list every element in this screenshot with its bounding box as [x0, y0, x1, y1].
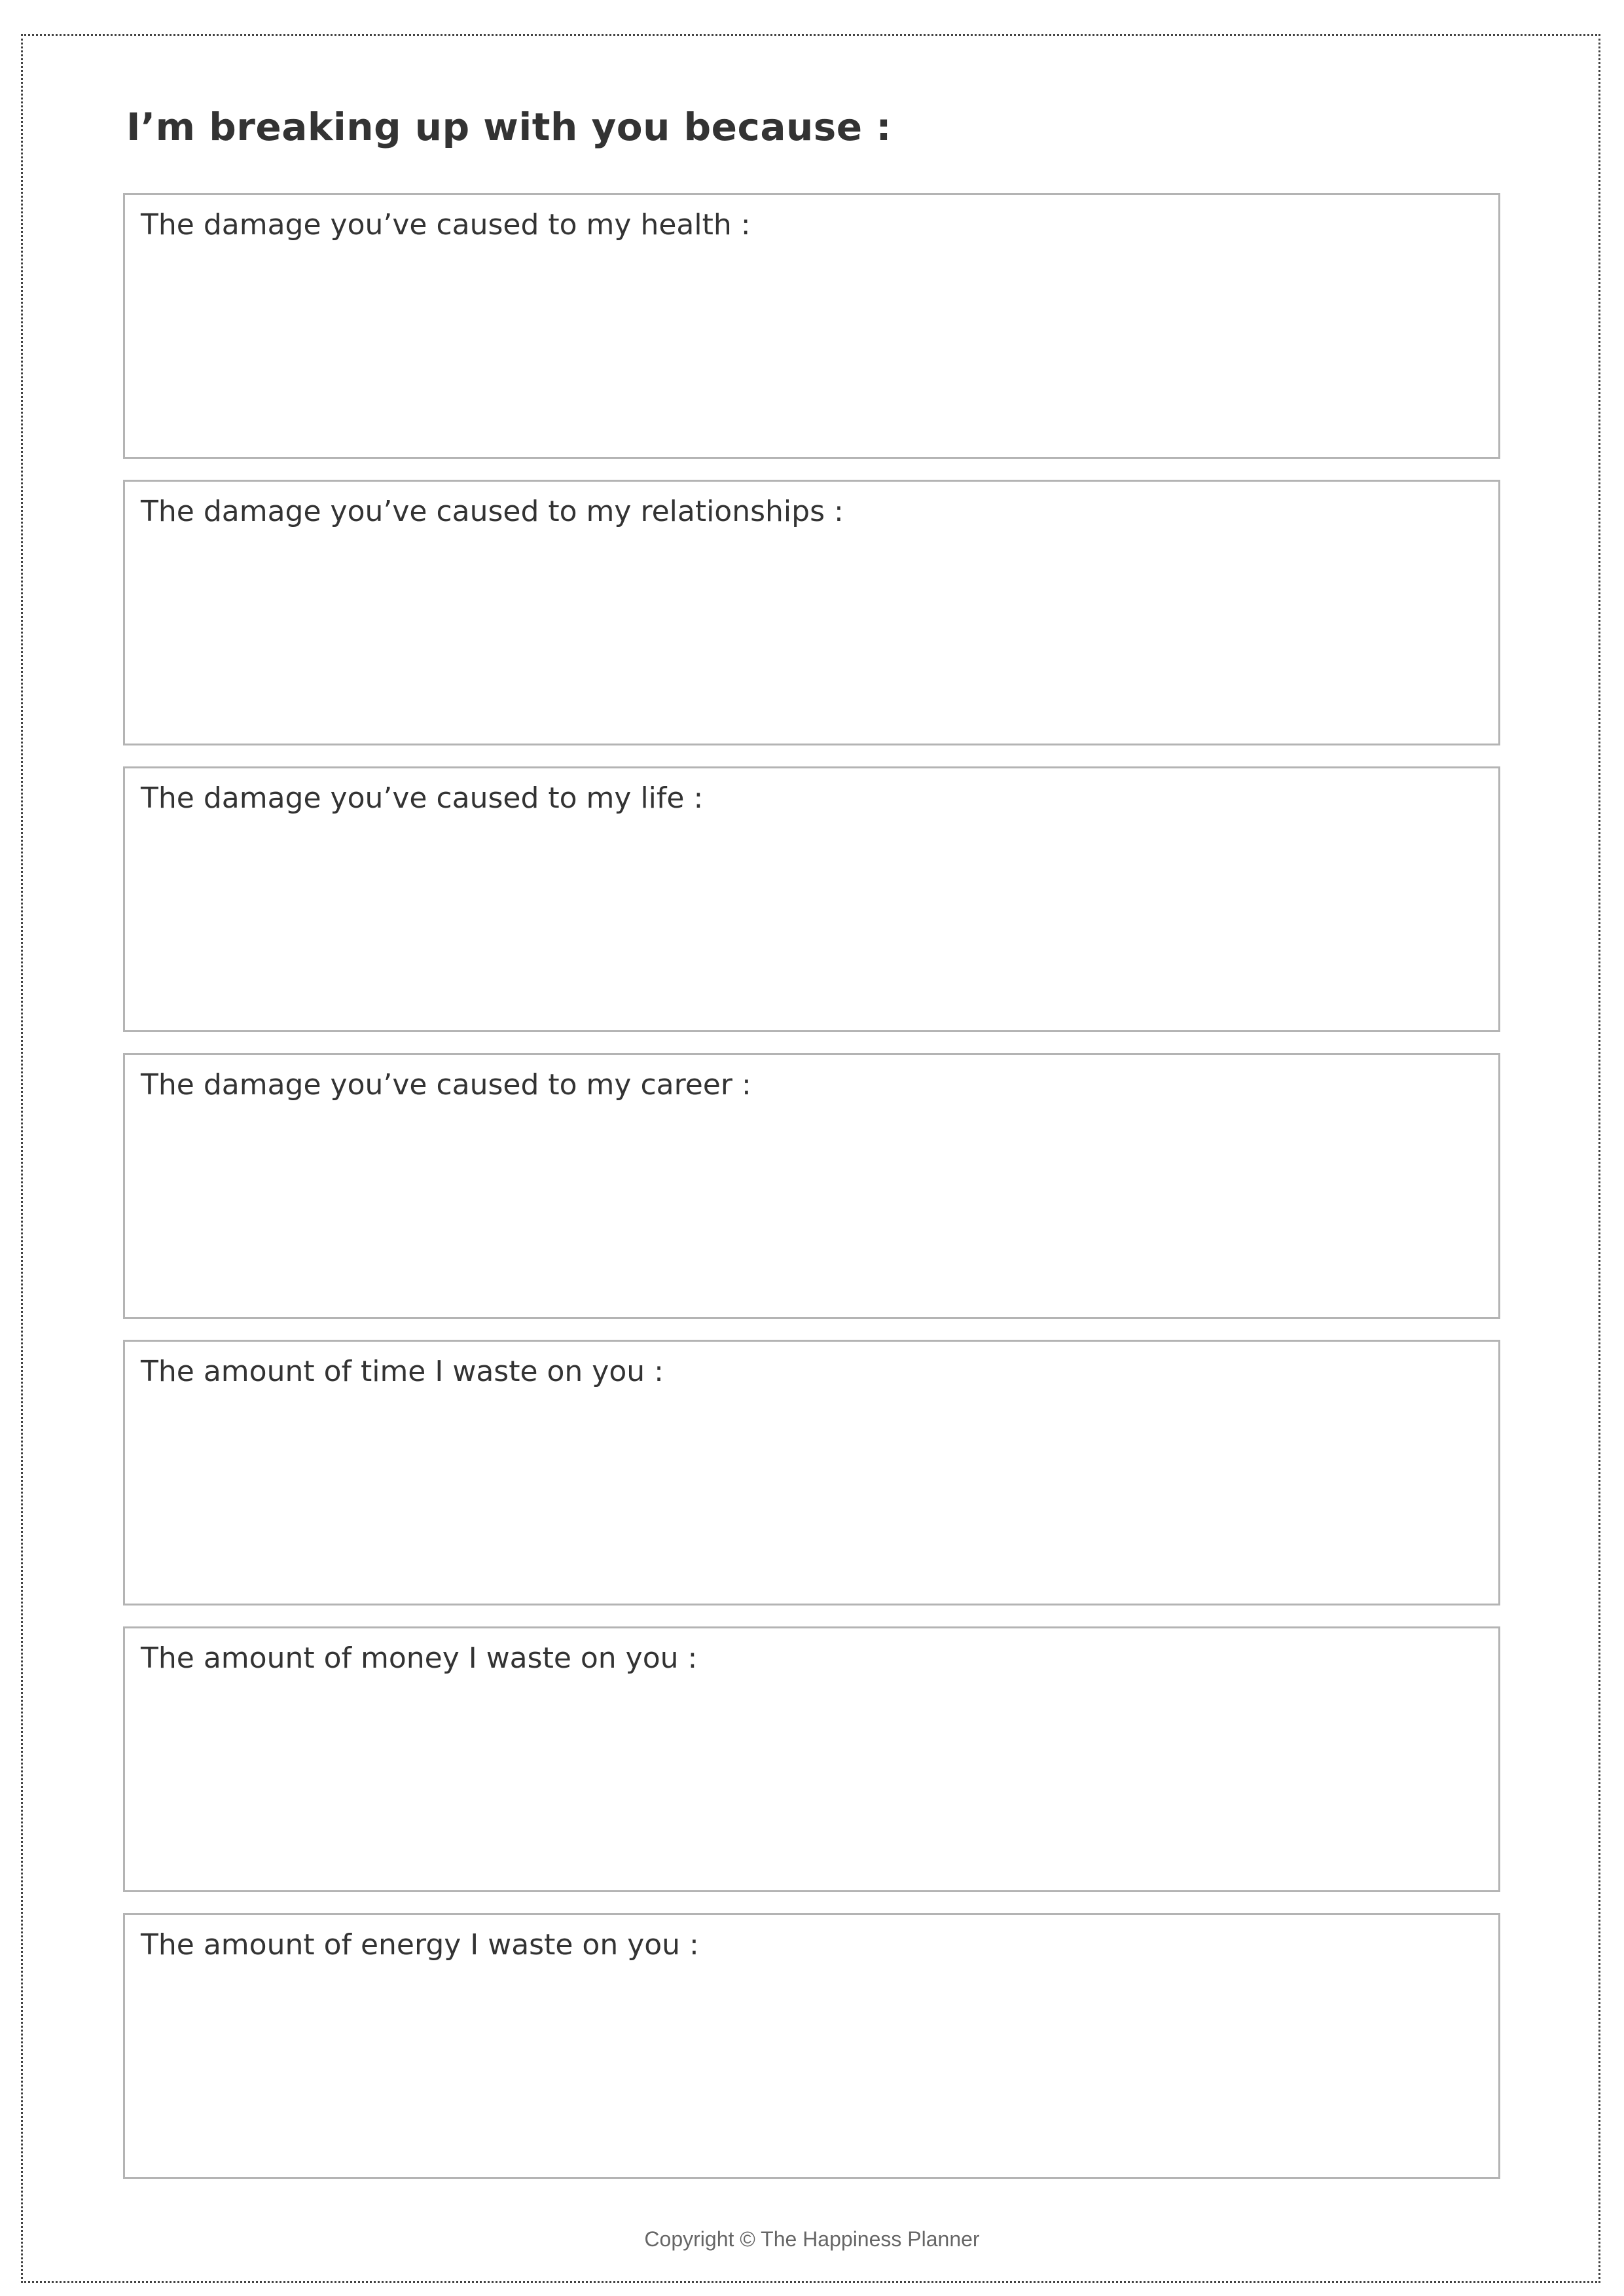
prompt-box-time [123, 1340, 1500, 1605]
prompt-box-career [123, 1053, 1500, 1319]
prompt-label-relationships: The damage you’ve caused to my relationships : [141, 495, 844, 528]
write-area-career[interactable] [138, 1114, 1485, 1304]
write-area-life[interactable] [138, 827, 1485, 1017]
prompt-box-money [123, 1626, 1500, 1892]
prompt-box-energy [123, 1913, 1500, 2179]
page-title: I’m breaking up with you because : [126, 105, 892, 149]
prompt-box-life [123, 766, 1500, 1032]
write-area-energy[interactable] [138, 1974, 1485, 2164]
prompt-label-career: The damage you’ve caused to my career : [141, 1068, 751, 1102]
copyright-footer: Copyright © The Happiness Planner [644, 2227, 980, 2251]
prompt-label-life: The damage you’ve caused to my life : [141, 781, 704, 815]
write-area-health[interactable] [138, 254, 1485, 444]
write-area-time[interactable] [138, 1401, 1485, 1590]
write-area-relationships[interactable] [138, 541, 1485, 730]
prompt-label-health: The damage you’ve caused to my health : [141, 208, 751, 242]
prompt-label-money: The amount of money I waste on you : [141, 1641, 698, 1675]
prompt-box-relationships [123, 480, 1500, 745]
prompt-label-time: The amount of time I waste on you : [141, 1355, 664, 1388]
write-area-money[interactable] [138, 1687, 1485, 1877]
prompt-box-health [123, 193, 1500, 459]
prompt-label-energy: The amount of energy I waste on you : [141, 1928, 699, 1962]
